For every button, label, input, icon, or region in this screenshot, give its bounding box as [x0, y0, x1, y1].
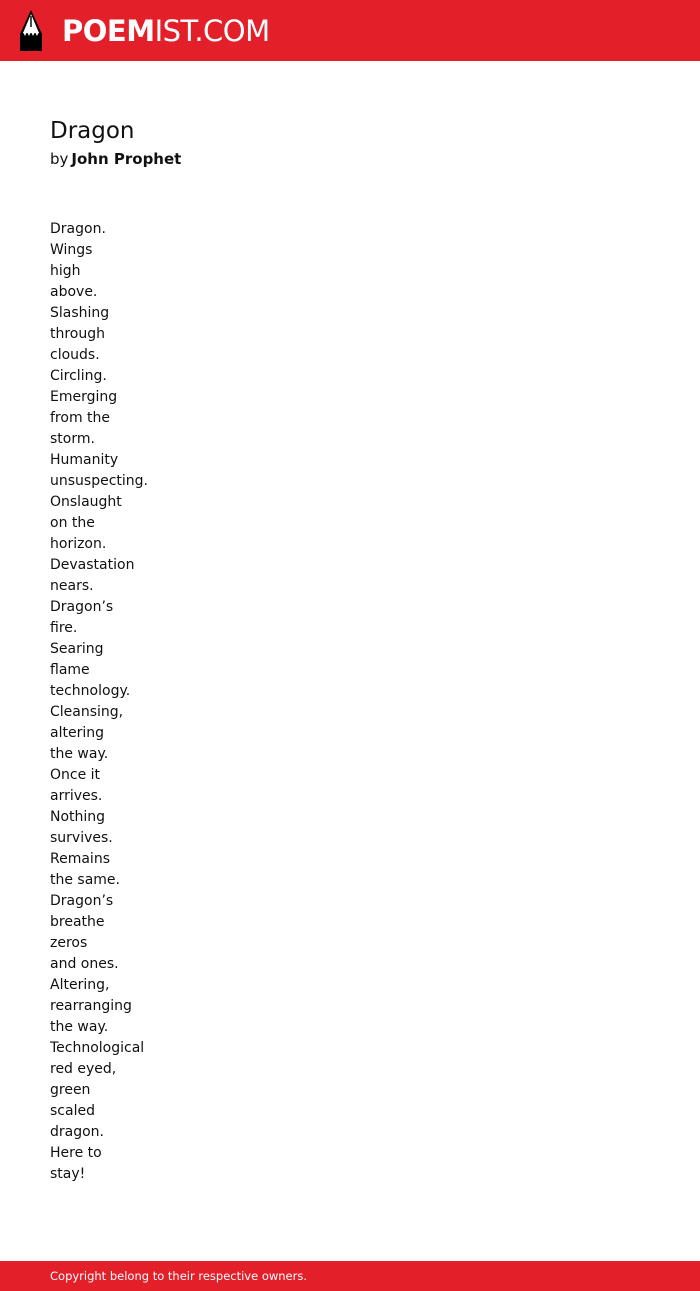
- poem-line: Here to: [50, 1145, 102, 1161]
- poem-line: rearranging: [50, 998, 132, 1014]
- poem-line: Cleansing,: [50, 704, 124, 720]
- poem-line: the way.: [50, 746, 109, 762]
- poem-line: Nothing: [50, 809, 106, 825]
- poem-line: nears.: [50, 578, 94, 594]
- poem-line: Dragon.: [50, 221, 106, 237]
- poem-line: high: [50, 263, 81, 279]
- poem-line: Searing: [50, 641, 104, 657]
- poem-line: altering: [50, 725, 104, 741]
- poem-line: Emerging: [50, 389, 118, 405]
- poem-line: arrives.: [50, 788, 103, 804]
- poem-line: Circling.: [50, 368, 107, 384]
- poem-line: from the: [50, 410, 111, 426]
- poem-line: unsuspecting.: [50, 473, 148, 489]
- site-header: [0, 0, 700, 61]
- poem-line: flame: [50, 662, 90, 678]
- poem-line: breathe: [50, 914, 105, 930]
- poem-line: Wings: [50, 242, 93, 258]
- poem-line: Devastation: [50, 557, 135, 573]
- poem-line: Dragon’s: [50, 599, 114, 615]
- poem-line: technology.: [50, 683, 131, 699]
- poem-line: Humanity: [50, 452, 119, 468]
- poem-line: green: [50, 1082, 91, 1098]
- poem-author: John Prophet: [71, 150, 182, 168]
- poem-line: fire.: [50, 620, 78, 636]
- poem-line: clouds.: [50, 347, 100, 363]
- poem-line: red eyed,: [50, 1061, 117, 1077]
- logo-light-text: IST.COM: [154, 14, 270, 48]
- copyright-text: Copyright belong to their respective owners.: [50, 1269, 308, 1283]
- poem-line: zeros: [50, 935, 88, 951]
- poem-line: through: [50, 326, 106, 342]
- poem-line: survives.: [50, 830, 113, 846]
- poem-byline: [50, 148, 181, 170]
- poem-line: scaled: [50, 1103, 95, 1119]
- site-footer: [0, 1261, 700, 1291]
- poem-line: stay!: [50, 1166, 86, 1182]
- poem-line: the way.: [50, 1019, 109, 1035]
- poem-line: on the: [50, 515, 95, 531]
- poem-line: Onslaught: [50, 494, 122, 510]
- site-logo[interactable]: [62, 11, 270, 51]
- poem-line: Technological: [50, 1040, 145, 1056]
- byline-label: by: [50, 150, 69, 168]
- poem-line: above.: [50, 284, 98, 300]
- poem-line: Once it: [50, 767, 101, 783]
- pen-nib-icon[interactable]: [18, 10, 44, 51]
- poem-line: and ones.: [50, 956, 119, 972]
- poem-line: Altering,: [50, 977, 110, 993]
- poem-line: dragon.: [50, 1124, 104, 1140]
- poem-line: Remains: [50, 851, 110, 867]
- poem-line: storm.: [50, 431, 95, 447]
- poem-body: [50, 219, 148, 1185]
- poem-line: Dragon’s: [50, 893, 114, 909]
- logo-bold-text: POEM: [62, 14, 155, 48]
- poem-line: Slashing: [50, 305, 110, 321]
- poem-title: Dragon: [50, 118, 135, 144]
- poem-line: the same.: [50, 872, 120, 888]
- poem-line: horizon.: [50, 536, 107, 552]
